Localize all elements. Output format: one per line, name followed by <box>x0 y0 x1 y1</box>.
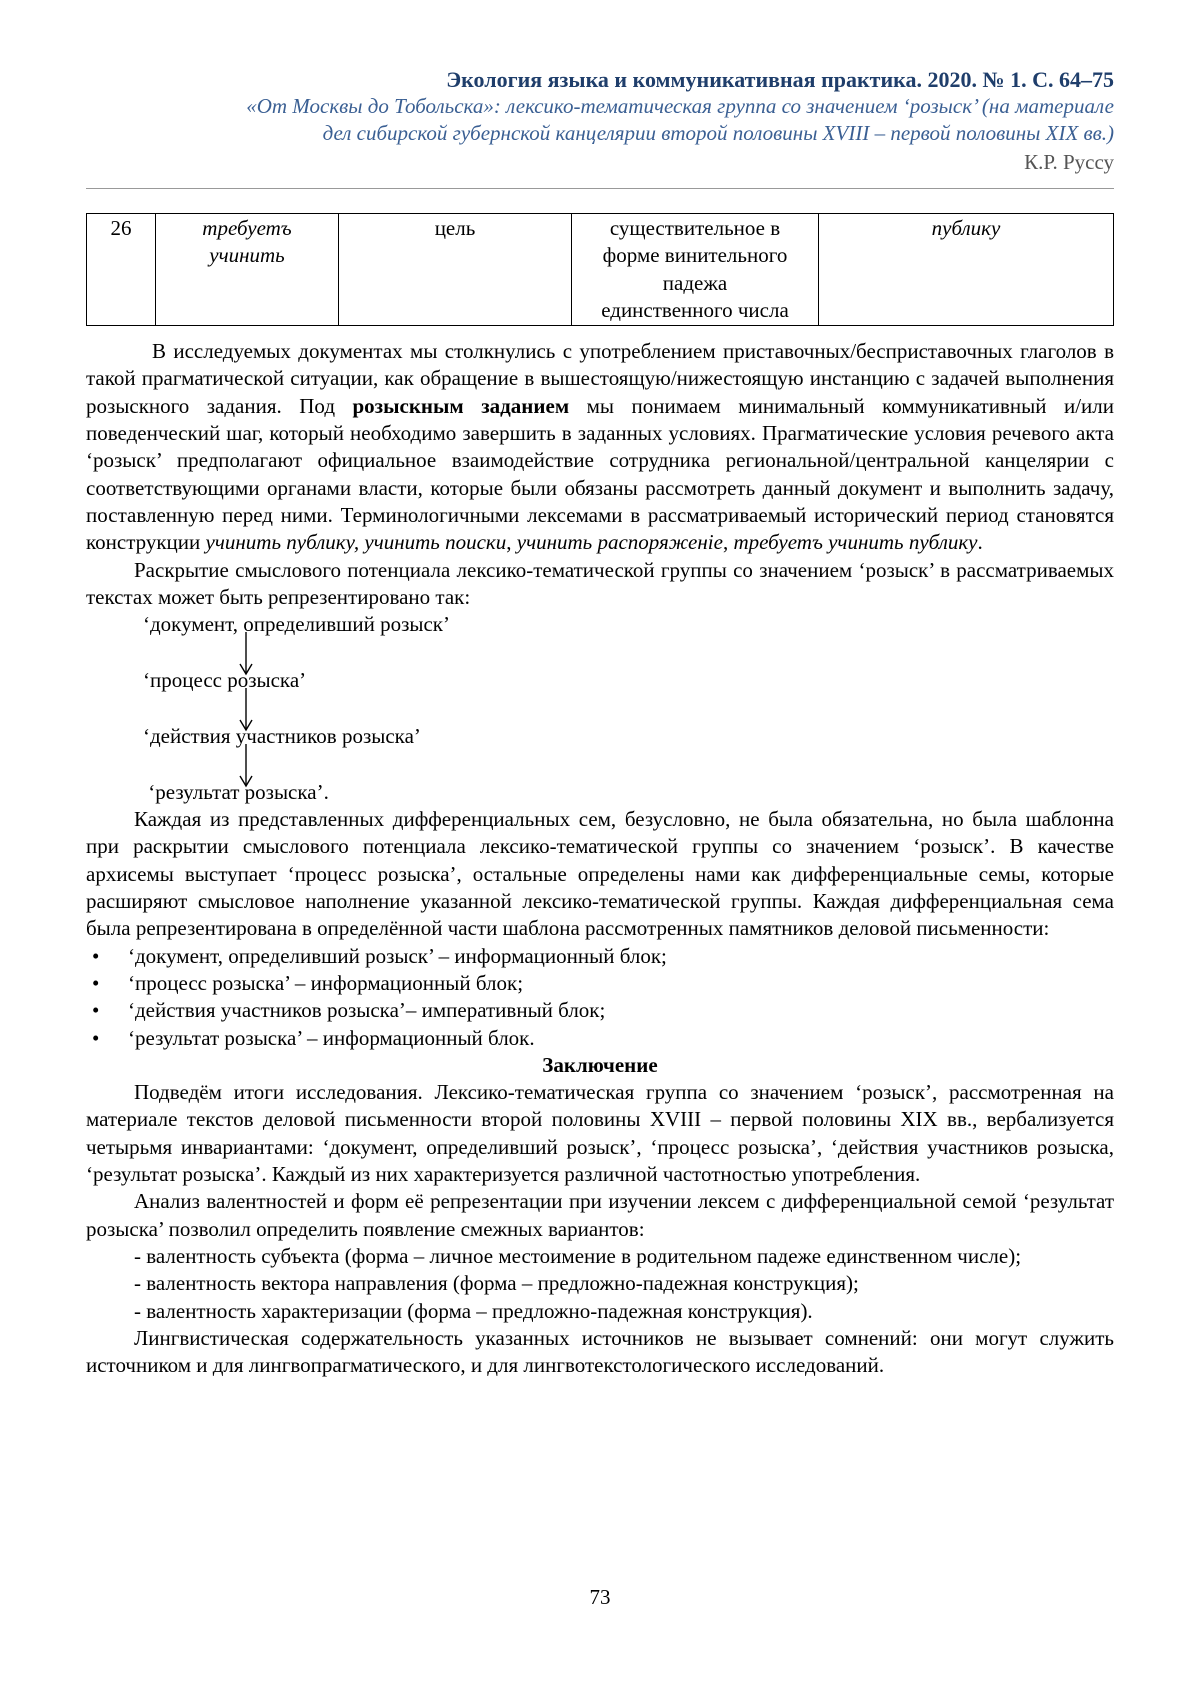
form-line-4: единственного числа <box>601 297 789 322</box>
scheme-step-actions: ‘действия участников розыска’ <box>143 724 421 749</box>
form-line-1: существительное в <box>609 216 781 240</box>
down-arrow-icon <box>238 632 254 676</box>
data-table <box>86 213 1114 326</box>
journal-citation: Экология языка и коммуникативная практика. 2020. № 1. С. 64–75 <box>446 67 1114 92</box>
table-cell-number: 26 <box>87 214 156 326</box>
scheme-diagram <box>143 611 1114 806</box>
italic-term: требуетъ учинить публику <box>733 530 978 555</box>
dash-item-direction: - валентность вектора направления (форма – предложно-падежная конструкция); <box>134 1271 859 1296</box>
paragraph-representation: Раскрытие смыслового потенциала лексико-тематической группы со значением ‘розыск’ в рассматриваемых текстах может быть репрезентировано так: <box>86 557 1114 609</box>
italic-term: учинить публику <box>205 530 354 555</box>
page-body <box>86 213 1114 1379</box>
text-span: В исследуемых документах мы столкнулись с употреблением приставочных/бесприставочных глаголов в такой прагматической ситуации, как обращение в вышестоящую/нижестоящую инстанцию с задачей выполнения розыскного задания. Под <box>86 339 1114 418</box>
article-title-line-1: «От Москвы до Тобольска»: лексико-тематическая группа со значением ‘розыск’ (на материале <box>246 94 1114 118</box>
table-cell-object: публику <box>819 214 1114 326</box>
list-item-text: ‘документ, определивший розыск’ – информационный блок; <box>128 943 667 968</box>
paragraph-semes: Каждая из представленных дифференциальных сем, безусловно, не была обязательна, но была шаблонна при раскрытии смыслового потенциала лексико-тематической группы со значением ‘розыск’. В качестве архисемы выступает ‘процесс розыска’, остальные определены нами как дифференциальные семы, которые расширяют смысловое наполнение указанной лексико-тематической группы. Каждая дифференциальная сема была репрезентирована в определённой части шаблона рассмотренных памятников деловой письменности: <box>86 807 1114 941</box>
bullet-icon: • <box>92 998 100 1023</box>
table-cell-meaning: цель <box>339 214 572 326</box>
scheme-step-result: ‘результат розыска’. <box>143 780 329 805</box>
page-number: 73 <box>589 1585 611 1609</box>
scheme-step-document: ‘документ, определивший розыск’ <box>143 612 450 637</box>
italic-separator: , <box>353 530 365 555</box>
separator: , <box>506 530 517 555</box>
running-header <box>86 66 1114 177</box>
scheme-step-process: ‘процесс розыска’ <box>143 668 307 693</box>
seme-list <box>86 943 1114 1052</box>
expression-line-2: учинить <box>209 243 285 268</box>
form-line-3: падежа <box>662 270 728 295</box>
list-item-text: ‘процесс розыска’ – информационный блок; <box>128 970 524 995</box>
paragraph-valency: Анализ валентностей и форм её репрезентации при изучении лексем с дифференциальной семой ‘результат розыска’ позволил определить появление смежных вариантов: <box>86 1189 1114 1241</box>
italic-term: учинить поиски <box>364 530 507 555</box>
text-span: мы понимаем минимальный коммуникативный и/или поведенческий шаг, который необходимо завершить в заданных условиях. Прагматические условия речевого акта ‘розыск’ предполагают официальное взаимодействие сотрудника региональной/центральной канцелярии с соответствующими органами власти, которые были обязаны рассмотреть данный документ и выполнить задачу, поставленную перед ними. Терминологичными лексемами в рассматриваемый исторический период становятся конструкции <box>86 393 1114 555</box>
list-item <box>86 997 1114 1024</box>
author-name: К.Р. Руссу <box>1024 150 1114 174</box>
dash-item-characterization: - валентность характеризации (форма – предложно-падежная конструкция). <box>134 1298 813 1323</box>
bullet-icon: • <box>92 943 100 968</box>
down-arrow-icon <box>238 688 254 732</box>
list-item <box>86 970 1114 997</box>
table-row <box>87 214 1114 326</box>
paragraph-search-task <box>86 338 1114 556</box>
bullet-icon: • <box>92 970 100 995</box>
article-title-line-2: дел сибирской губернской канцелярии второй половины XVIII – первой половины XIX вв.) <box>322 121 1114 145</box>
list-item <box>86 943 1114 970</box>
bullet-icon: • <box>92 1025 100 1050</box>
separator: , <box>722 530 734 555</box>
dash-item-subject: - валентность субъекта (форма – личное местоимение в родительном падеже единственном числе); <box>134 1243 1022 1268</box>
bold-term: розыскным заданием <box>352 393 570 418</box>
italic-term: учинить распоряженіе <box>516 530 723 555</box>
expression-line-1: требуетъ <box>202 216 292 240</box>
header-divider <box>86 188 1114 189</box>
table-cell-form <box>572 214 819 326</box>
list-item-text: ‘действия участников розыска’– императивный блок; <box>128 998 606 1023</box>
list-item-text: ‘результат розыска’ – информационный блок. <box>128 1025 535 1050</box>
down-arrow-icon <box>238 744 254 788</box>
list-item <box>86 1025 1114 1052</box>
section-heading-conclusion: Заключение <box>542 1052 658 1077</box>
paragraph-summary: Подведём итоги исследования. Лексико-тематическая группа со значением ‘розыск’, рассмотренная на материале текстов деловой письменности второй половины XVIII – первой половины XIX вв., вербализуется четырьмя инвариантами: ‘документ, определивший розыск’, ‘процесс розыска’, ‘действия участников розыска, ‘результат розыска’. Каждый из них характеризуется различной частотностью употребления. <box>86 1080 1114 1187</box>
paragraph-final: Лингвистическая содержательность указанных источников не вызывает сомнений: они могут служить источником и для лингвопрагматического, и для лингвотекстологического исследований. <box>86 1325 1114 1378</box>
separator: . <box>977 530 983 555</box>
table-cell-expression <box>156 214 339 326</box>
form-line-2: форме винительного <box>602 243 788 268</box>
